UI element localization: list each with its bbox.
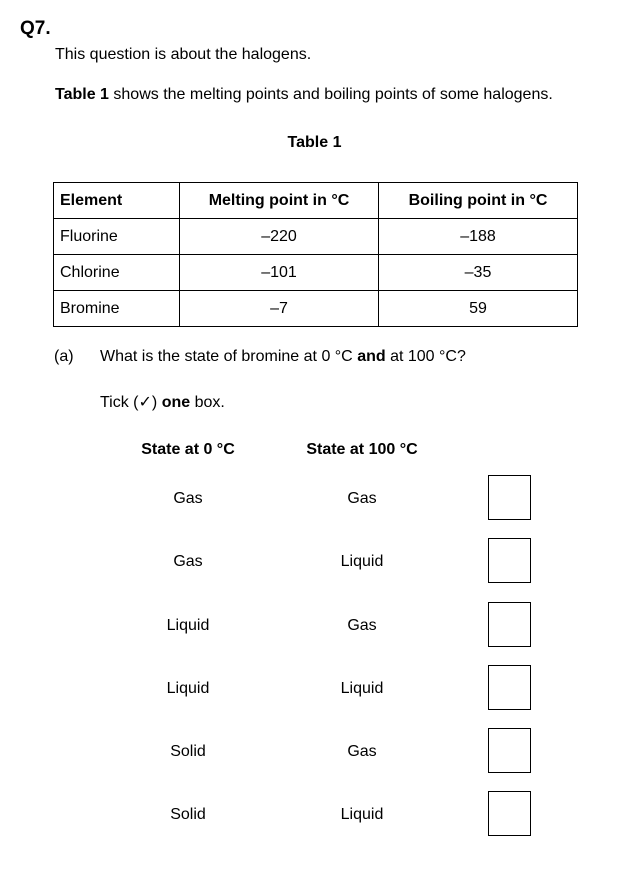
- cell-boiling-point: –188: [379, 219, 578, 255]
- tick-box-gas-liquid[interactable]: [488, 538, 531, 583]
- option-state-0: Liquid: [166, 617, 210, 634]
- tick-instruction-pre: Tick (✓): [100, 394, 162, 411]
- part-a-text-1: What is the state of bromine at 0 °C: [100, 348, 358, 365]
- table-header-row: [54, 183, 578, 219]
- option-state-100: Gas: [347, 617, 377, 634]
- table-row: [54, 255, 578, 291]
- cell-boiling-point: –35: [379, 255, 578, 291]
- option-state-0: Solid: [170, 743, 206, 760]
- column-header-state-100: State at 100 °C: [306, 441, 418, 458]
- tick-instruction-post: box.: [190, 394, 225, 411]
- option-state-100: Gas: [347, 490, 377, 507]
- tick-instruction: [100, 392, 225, 412]
- header-melting-point: Melting point in °C: [180, 183, 379, 219]
- tick-box-liquid-gas[interactable]: [488, 602, 531, 647]
- column-header-state-0: State at 0 °C: [141, 441, 235, 458]
- option-state-100: Liquid: [340, 680, 384, 697]
- part-a-text-bold: and: [357, 348, 386, 365]
- tick-box-solid-liquid[interactable]: [488, 791, 531, 836]
- cell-element: Chlorine: [54, 255, 180, 291]
- tick-box-liquid-liquid[interactable]: [488, 665, 531, 710]
- table-row: [54, 291, 578, 327]
- option-state-100: Gas: [347, 743, 377, 760]
- question-intro: This question is about the halogens.: [55, 46, 312, 63]
- option-state-0: Gas: [173, 553, 203, 570]
- part-a-question: [100, 348, 466, 366]
- option-state-0: Solid: [170, 806, 206, 823]
- table-description: [55, 86, 553, 104]
- cell-element: Fluorine: [54, 219, 180, 255]
- cell-melting-point: –7: [180, 291, 379, 327]
- header-element: Element: [54, 183, 180, 219]
- tick-instruction-bold: one: [161, 394, 191, 411]
- table-description-bold: Table 1: [55, 86, 109, 103]
- tick-box-solid-gas[interactable]: [488, 728, 531, 773]
- part-a-label: (a): [54, 348, 74, 365]
- option-state-100: Liquid: [340, 553, 384, 570]
- halogen-table: [53, 182, 578, 327]
- cell-element: Bromine: [54, 291, 180, 327]
- option-state-0: Gas: [173, 490, 203, 507]
- option-state-0: Liquid: [166, 680, 210, 697]
- tick-box-gas-gas[interactable]: [488, 475, 531, 520]
- table-caption: Table 1: [287, 134, 342, 151]
- part-a-text-2: at 100 °C?: [385, 348, 466, 365]
- question-number: Q7.: [20, 18, 51, 39]
- table-row: [54, 219, 578, 255]
- cell-boiling-point: 59: [379, 291, 578, 327]
- table-description-rest: shows the melting points and boiling points of some halogens.: [108, 86, 553, 103]
- option-state-100: Liquid: [340, 806, 384, 823]
- cell-melting-point: –101: [180, 255, 379, 291]
- header-boiling-point: Boiling point in °C: [379, 183, 578, 219]
- cell-melting-point: –220: [180, 219, 379, 255]
